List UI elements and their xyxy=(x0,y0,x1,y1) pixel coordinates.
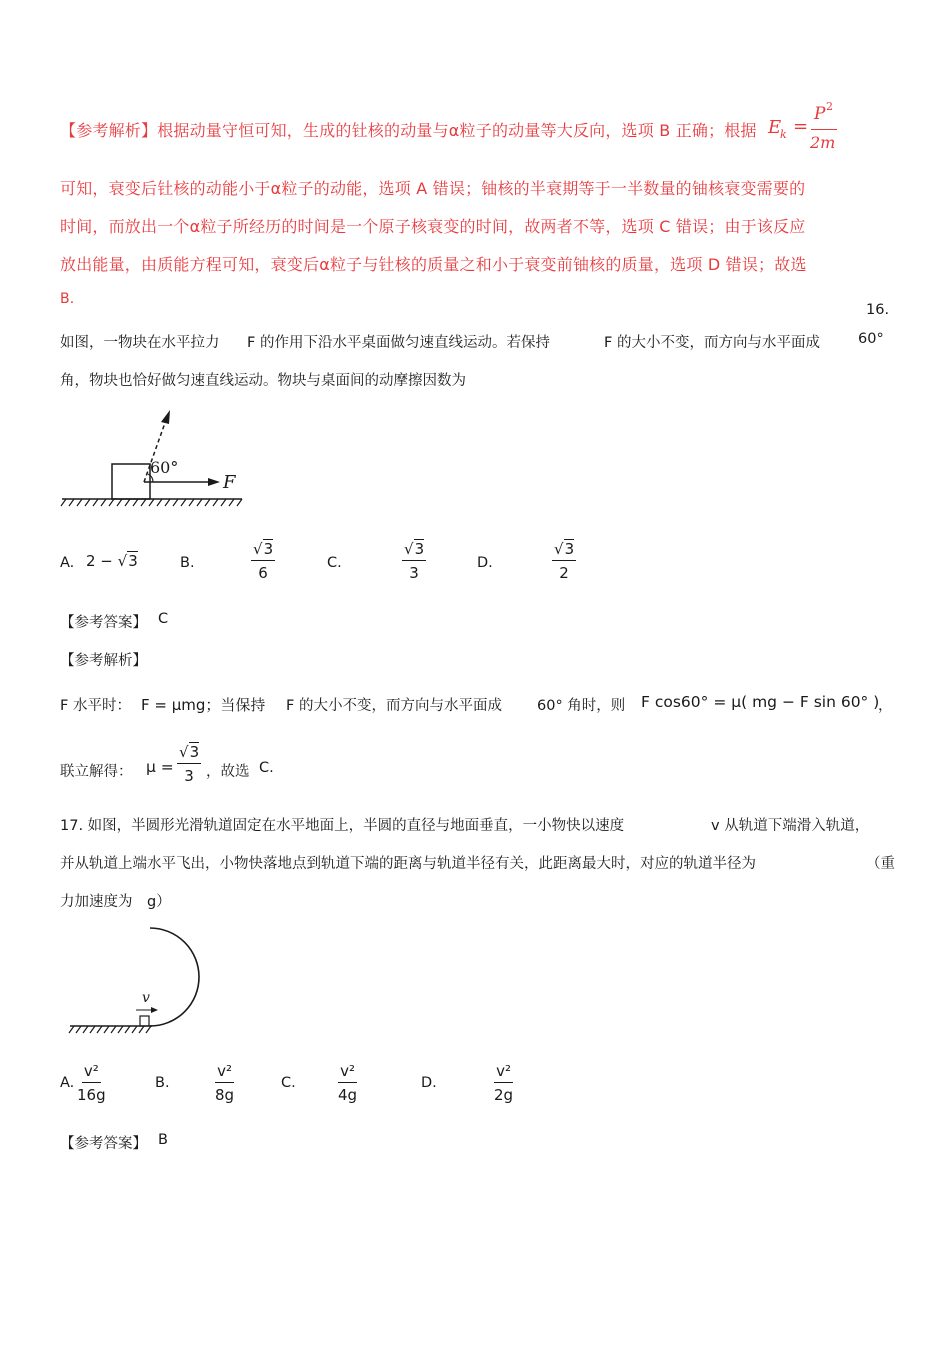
force-label: F xyxy=(223,472,236,493)
q16-option-d-fraction: $\frac{√3}{2}$ xyxy=(554,540,575,582)
q17-text-1a: 17. 如图，半圆形光滑轨道固定在水平地面上，半圆的直径与地面垂直，一小物快以速度 xyxy=(60,818,625,834)
q16-option-b-fraction: $\frac{√3}{6}$ xyxy=(253,540,274,582)
q17-answer-label: 【参考答案】 xyxy=(60,1136,147,1152)
q16-solution-1c: F 的大小不变，而方向与水平面成 xyxy=(286,698,502,714)
velocity-arrowhead xyxy=(151,1007,158,1013)
q16-text-1a: 如图，一物块在水平拉力 xyxy=(60,335,220,351)
angle-label: 60° xyxy=(150,458,179,477)
q16-solution-1b: F = μmg；当保持 xyxy=(141,696,266,714)
q17-option-a-label: A. xyxy=(60,1075,75,1091)
horizontal-force-arrowhead xyxy=(208,478,220,486)
q17-option-c-label: C. xyxy=(281,1075,296,1091)
q16-analysis-label: 【参考解析】 xyxy=(60,653,147,669)
q17-option-c-fraction: $\frac{\text{v²}}{4g}$ xyxy=(338,1062,358,1104)
small-block xyxy=(140,1016,149,1026)
q16-block-force-figure xyxy=(58,402,248,514)
q16-option-b-label: B. xyxy=(180,555,195,571)
ek-subscript: k xyxy=(780,128,787,141)
q17-option-b-label: B. xyxy=(155,1075,170,1091)
table-hatching xyxy=(61,499,242,506)
q17-text-2a: 并从轨道上端水平飞出，小物快落地点到轨道下端的距离与轨道半径有关，此距离最大时，对应的轨道半径为 xyxy=(60,856,756,872)
q16-answer-label: 【参考答案】 xyxy=(60,615,147,631)
q17-answer: B xyxy=(158,1132,168,1148)
sqrt-icon: √3 xyxy=(253,540,274,558)
inclined-force-arrowhead xyxy=(161,410,170,424)
q16-option-a-label: A. xyxy=(60,555,75,571)
q16-option-a-const: 2 − xyxy=(86,552,118,570)
q17-text-1b: v 从轨道下端滑入轨道， xyxy=(711,818,870,834)
q16-text-1b: F 的作用下沿水平桌面做匀速直线运动。若保持 xyxy=(247,335,550,351)
q16-solution-mu: μ = xyxy=(146,758,174,776)
ground-hatching xyxy=(69,1026,151,1033)
q16-option-a-value xyxy=(86,552,138,570)
q17-option-a-fraction: $\frac{\text{v²}}{16g}$ xyxy=(77,1062,106,1104)
analysis-line-1: 【参考解析】根据动量守恒可知，生成的钍核的动量与α粒子的动量等大反向，选项 B 正确；根据 xyxy=(60,121,757,140)
q16-solution-1f: ， xyxy=(878,698,893,714)
q17-text-2b: （重 xyxy=(866,856,895,872)
q16-option-a-radicand: 3 xyxy=(128,552,138,570)
ek-symbol: E xyxy=(768,117,782,138)
q16-text-2: 角，物块也恰好做匀速直线运动。物块与桌面间的动摩擦因数为 xyxy=(60,373,466,389)
ek-numerator: P xyxy=(814,104,826,124)
question-number-16: 16. xyxy=(866,302,890,318)
q17-option-d-fraction: $\frac{\text{v²}}{2g}$ xyxy=(494,1062,514,1104)
q16-text-1d: 60° xyxy=(858,331,884,347)
q16-solution-fraction: $\frac{√3}{3}$ xyxy=(179,743,200,785)
q16-option-c-label: C. xyxy=(327,555,342,571)
q16-solution-equation: F cos60° = μ( mg − F sin 60° ) xyxy=(641,693,880,711)
q16-option-d-label: D. xyxy=(477,555,493,571)
ek-fraction-bar xyxy=(811,129,837,130)
analysis-line-2: 可知，衰变后钍核的动能小于α粒子的动能，选项 A 错误；铀核的半衰期等于一半数量的铀核衰变需要的 xyxy=(60,179,806,198)
sqrt-icon: √3 xyxy=(554,540,575,558)
ek-equals: = xyxy=(793,116,809,137)
q17-option-d-label: D. xyxy=(421,1075,437,1091)
velocity-label: v xyxy=(142,990,150,1006)
q16-answer: C xyxy=(158,611,169,627)
analysis-line-5: B. xyxy=(60,291,75,307)
sqrt-icon: √3 xyxy=(117,552,138,570)
sqrt-icon: √3 xyxy=(404,540,425,558)
semicircle-track xyxy=(150,928,199,1026)
q16-solution-1a: F 水平时： xyxy=(60,698,131,714)
analysis-line-3: 时间，而放出一个α粒子所经历的时间是一个原子核衰变的时间，故两者不等，选项 C 错误；由于该反应 xyxy=(60,217,806,236)
ek-denominator: 2m xyxy=(810,133,836,152)
q16-solution-1d: 60° 角时，则 xyxy=(537,698,626,714)
q16-text-1c: F 的大小不变，而方向与水平面成 xyxy=(604,335,820,351)
q16-option-c-fraction: $\frac{√3}{3}$ xyxy=(404,540,425,582)
q17-text-3: 力加速度为 g） xyxy=(60,894,171,910)
sqrt-icon: √3 xyxy=(179,743,200,761)
ek-numerator-exponent: 2 xyxy=(826,100,833,113)
q16-solution-2b: ，故选 xyxy=(206,764,250,780)
q17-option-b-fraction: $\frac{\text{v²}}{8g}$ xyxy=(215,1062,235,1104)
analysis-line-4: 放出能量，由质能方程可知，衰变后α粒子与钍核的质量之和小于衰变前铀核的质量，选项 D 错误；故选 xyxy=(60,255,807,274)
q17-semicircle-track-figure xyxy=(66,922,206,1034)
q16-solution-2a: 联立解得： xyxy=(60,764,133,780)
q16-solution-2c: C. xyxy=(259,760,274,776)
